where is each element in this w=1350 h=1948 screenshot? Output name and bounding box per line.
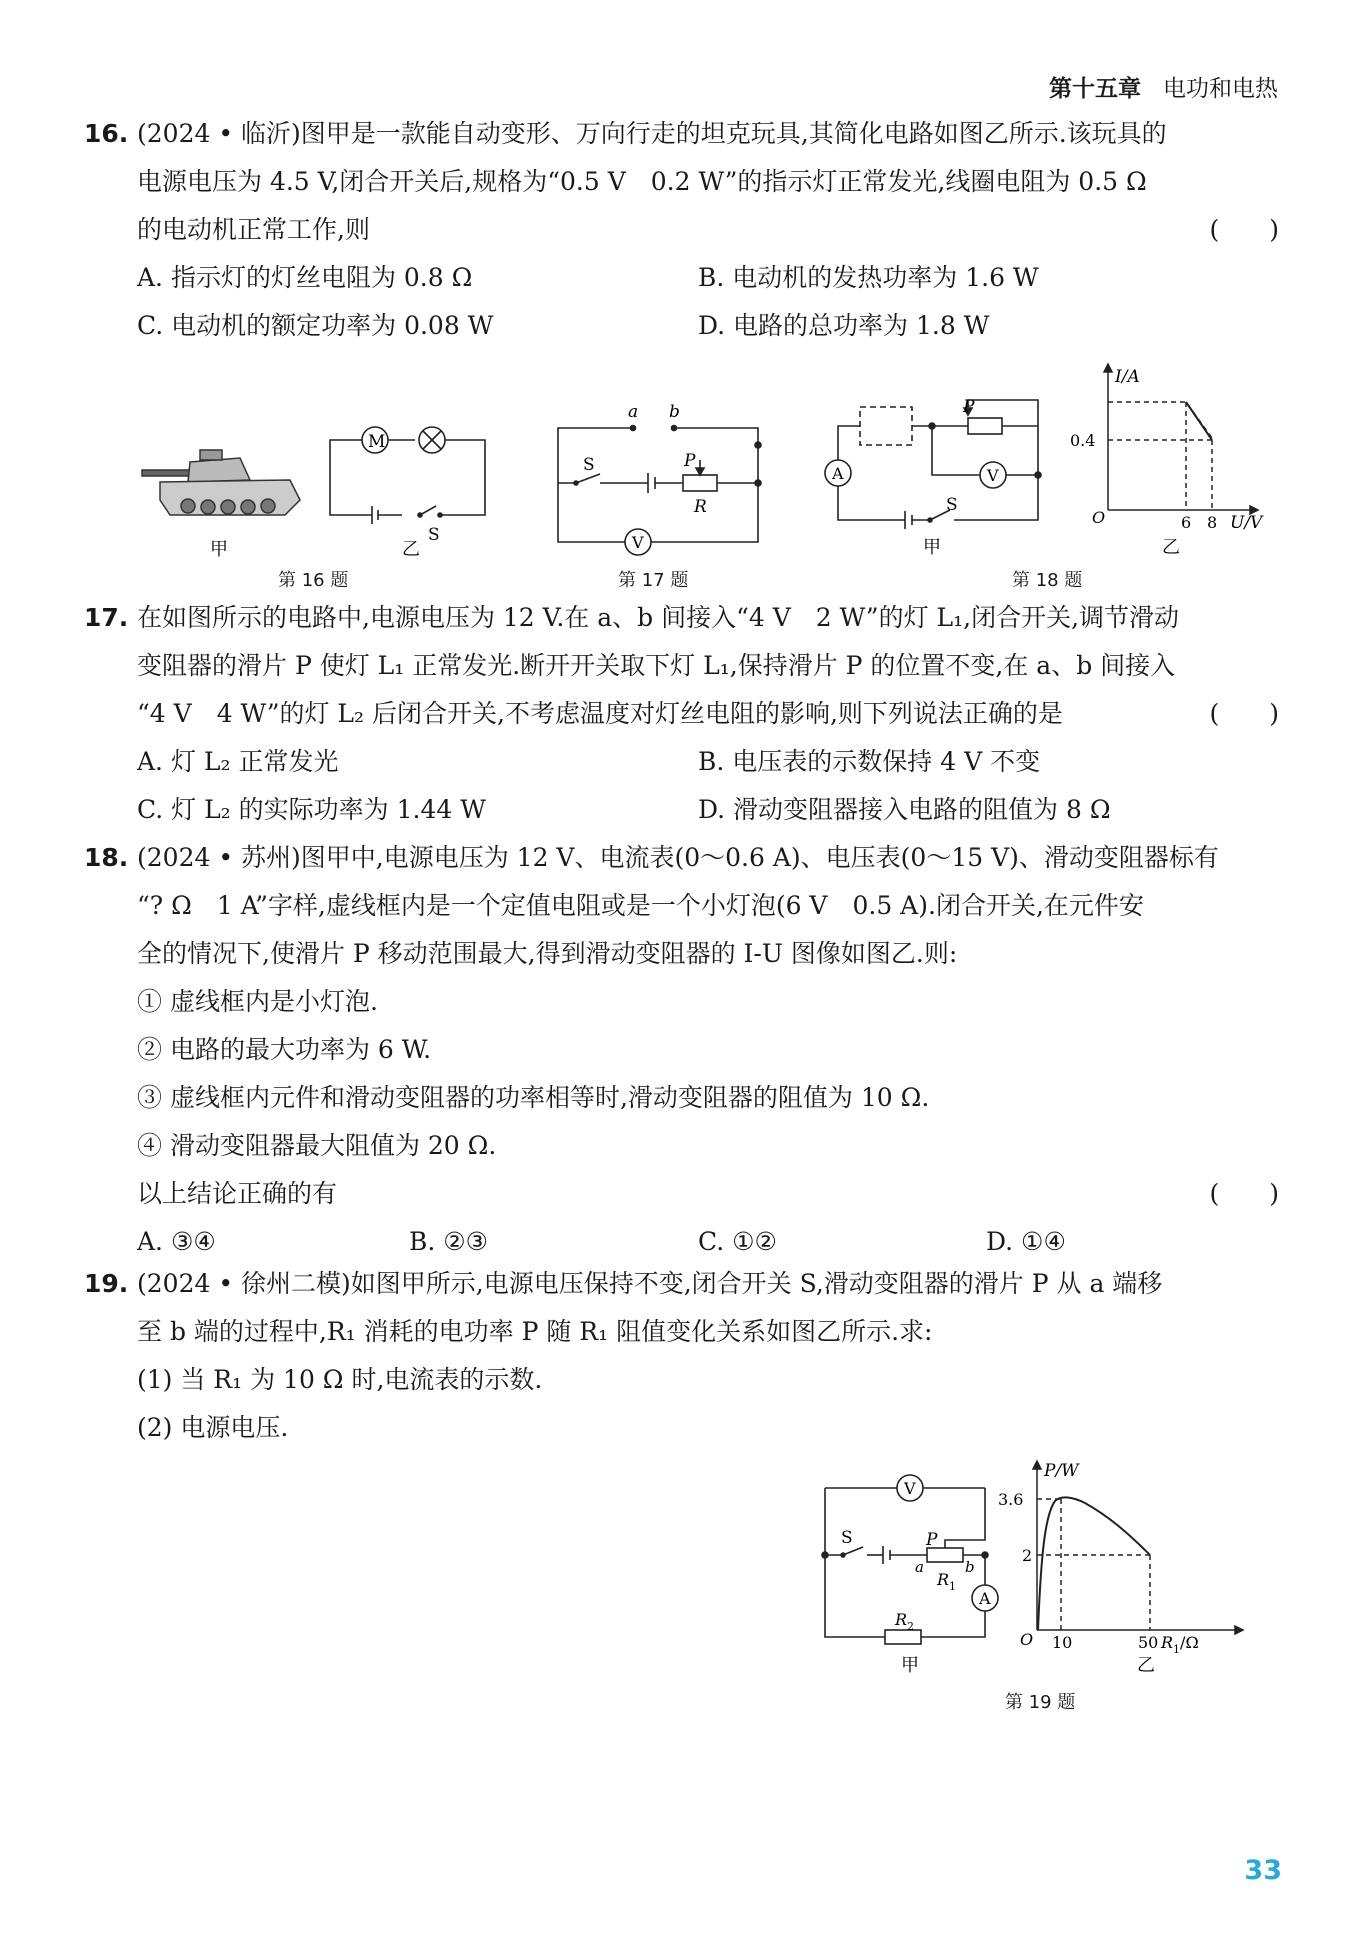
figure-17 <box>548 400 768 590</box>
question-19 <box>84 1260 1279 1452</box>
rheostat-icon <box>968 418 1002 434</box>
statement-2: ② 电路的最大功率为 6 W. <box>137 1035 432 1064</box>
x-axis-label: U/V <box>1230 513 1263 533</box>
figure-19 <box>815 1455 1285 1675</box>
r1-label: $R_1$ <box>937 1570 957 1593</box>
question-text: 全的情况下,使滑片 P 移动范围最大,得到滑动变阻器的 I-U 图像如图乙.则: <box>137 939 958 968</box>
question-text: 在如图所示的电路中,电源电压为 12 V.在 a、b 间接入“4 V 2 W”的灯 L₁,闭合开关,调节滑动 <box>137 603 1180 632</box>
question-17 <box>84 594 1279 834</box>
question-number: 16. <box>84 119 129 148</box>
answer-blank: ( ) <box>1209 1179 1279 1208</box>
question-text: (2024 • 苏州)图甲中,电源电压为 12 V、电流表(0～0.6 A)、电压表(0～15 V)、滑动变阻器标有 <box>137 843 1219 872</box>
question-text: (2024 • 临沂)图甲是一款能自动变形、万向行走的坦克玩具,其简化电路如图乙所示.该玩具的 <box>137 119 1167 148</box>
option-d: D. 电路的总功率为 1.8 W <box>698 311 990 340</box>
slider-label: P <box>963 397 975 417</box>
y-tick-label: 2 <box>1022 1546 1033 1565</box>
option-b: B. 电动机的发热功率为 1.6 W <box>698 263 1039 292</box>
resistor-icon <box>885 1630 921 1644</box>
r2-label: $R_2$ <box>895 1610 915 1633</box>
question-text: “4 V 4 W”的灯 L₂ 后闭合开关,不考虑温度对灯丝电阻的影响,则下列说法正确的是 <box>137 699 1063 728</box>
chapter-number: 第十五章 <box>1049 76 1141 102</box>
answer-blank: ( ) <box>1209 215 1279 244</box>
switch-label: S <box>583 455 595 475</box>
question-text: (2024 • 徐州二模)如图甲所示,电源电压保持不变,闭合开关 S,滑动变阻器的滑片 P 从 a 端移 <box>137 1269 1163 1298</box>
voltmeter-label: V <box>904 1479 916 1498</box>
option-a: A. 指示灯的灯丝电阻为 0.8 Ω <box>137 263 473 292</box>
question-text: 变阻器的滑片 P 使灯 L₁ 正常发光.断开开关取下灯 L₁,保持滑片 P 的位置不变,在 a、b 间接入 <box>137 651 1176 680</box>
tank-picture <box>142 450 300 515</box>
statement-3: ③ 虚线框内元件和滑动变阻器的功率相等时,滑动变阻器的阻值为 10 Ω. <box>137 1083 930 1112</box>
origin-label: O <box>1092 508 1106 527</box>
slider-label: P <box>926 1530 938 1550</box>
slider-label: P <box>684 451 696 471</box>
chapter-header <box>1049 70 1278 103</box>
x-tick-label: 8 <box>1207 513 1218 532</box>
x-tick-label: 10 <box>1052 1633 1073 1652</box>
page-number: 33 <box>1244 1855 1282 1886</box>
rheostat-icon <box>927 1548 963 1562</box>
question-16 <box>84 110 1279 350</box>
option-b: B. ②③ <box>409 1227 489 1256</box>
switch-label: S <box>428 525 440 545</box>
switch-label: S <box>841 1528 853 1548</box>
graph-19 <box>1033 1461 1243 1634</box>
x-tick-label: 6 <box>1181 513 1192 532</box>
label-yi: 乙 <box>1137 1655 1155 1676</box>
sub-question-1: (1) 当 R₁ 为 10 Ω 时,电流表的示数. <box>137 1365 543 1394</box>
question-text: 至 b 端的过程中,R₁ 消耗的电功率 P 随 R₁ 阻值变化关系如图乙所示.求: <box>137 1317 933 1346</box>
x-axis-label: $R_1/\Omega$ <box>1161 1633 1199 1656</box>
chapter-title: 电功和电热 <box>1163 76 1278 102</box>
option-b: B. 电压表的示数保持 4 V 不变 <box>698 747 1041 776</box>
option-c: C. ①② <box>698 1227 777 1256</box>
ammeter-label: A <box>832 464 844 483</box>
statement-4: ④ 滑动变阻器最大阻值为 20 Ω. <box>137 1131 497 1160</box>
figure-caption-17: 第 17 题 <box>618 570 689 591</box>
label-jia: 甲 <box>923 537 941 558</box>
switch-label: S <box>946 495 958 515</box>
y-tick-label: 3.6 <box>998 1490 1024 1509</box>
figure-18 <box>820 360 1290 570</box>
terminal-a: a <box>628 402 639 422</box>
y-axis-label: P/W <box>1044 1461 1079 1481</box>
answer-blank: ( ) <box>1209 699 1279 728</box>
origin-label: O <box>1020 1630 1034 1649</box>
y-axis-label: I/A <box>1115 367 1140 387</box>
statement-1: ① 虚线框内是小灯泡. <box>137 987 378 1016</box>
voltmeter-label: V <box>632 533 644 552</box>
voltmeter-label: V <box>987 466 999 485</box>
option-c: C. 灯 L₂ 的实际功率为 1.44 W <box>137 795 486 824</box>
question-text: “? Ω 1 A”字样,虚线框内是一个定值电阻或是一个小灯泡(6 V 0.5 A).闭合开关,在元件安 <box>137 891 1144 920</box>
figure-caption-19: 第 19 题 <box>1005 1692 1076 1713</box>
resistor-label: R <box>694 497 707 517</box>
option-a: A. ③④ <box>137 1227 216 1256</box>
option-a: A. 灯 L₂ 正常发光 <box>137 747 339 776</box>
figure-16 <box>140 410 500 570</box>
label-yi: 乙 <box>1162 537 1180 558</box>
terminal-b: b <box>669 402 680 422</box>
terminal-b: b <box>965 1558 975 1576</box>
y-tick-label: 0.4 <box>1070 431 1096 450</box>
question-number: 17. <box>84 603 129 632</box>
motor-label: M <box>368 432 386 452</box>
ammeter-label: A <box>979 1589 991 1608</box>
x-tick-label: 50 <box>1138 1633 1159 1652</box>
circuit-16 <box>330 427 485 524</box>
option-d: D. 滑动变阻器接入电路的阻值为 8 Ω <box>698 795 1111 824</box>
label-jia: 甲 <box>210 539 228 560</box>
figure-caption-16: 第 16 题 <box>278 570 349 591</box>
question-text: 的电动机正常工作,则 <box>137 215 370 244</box>
figure-caption-18: 第 18 题 <box>1012 570 1083 591</box>
question-number: 18. <box>84 843 129 872</box>
question-text: 以上结论正确的有 <box>137 1179 338 1208</box>
question-number: 19. <box>84 1269 129 1298</box>
question-text: 电源电压为 4.5 V,闭合开关后,规格为“0.5 V 0.2 W”的指示灯正常发光,线圈电阻为 0.5 Ω <box>137 167 1147 196</box>
terminal-a: a <box>915 1558 924 1576</box>
label-jia: 甲 <box>901 1655 919 1676</box>
circuit-18 <box>825 400 1041 529</box>
option-c: C. 电动机的额定功率为 0.08 W <box>137 311 494 340</box>
rheostat-icon <box>683 475 717 491</box>
option-d: D. ①④ <box>986 1227 1066 1256</box>
question-18 <box>84 834 1279 1266</box>
label-yi: 乙 <box>402 539 420 560</box>
sub-question-2: (2) 电源电压. <box>137 1413 289 1442</box>
